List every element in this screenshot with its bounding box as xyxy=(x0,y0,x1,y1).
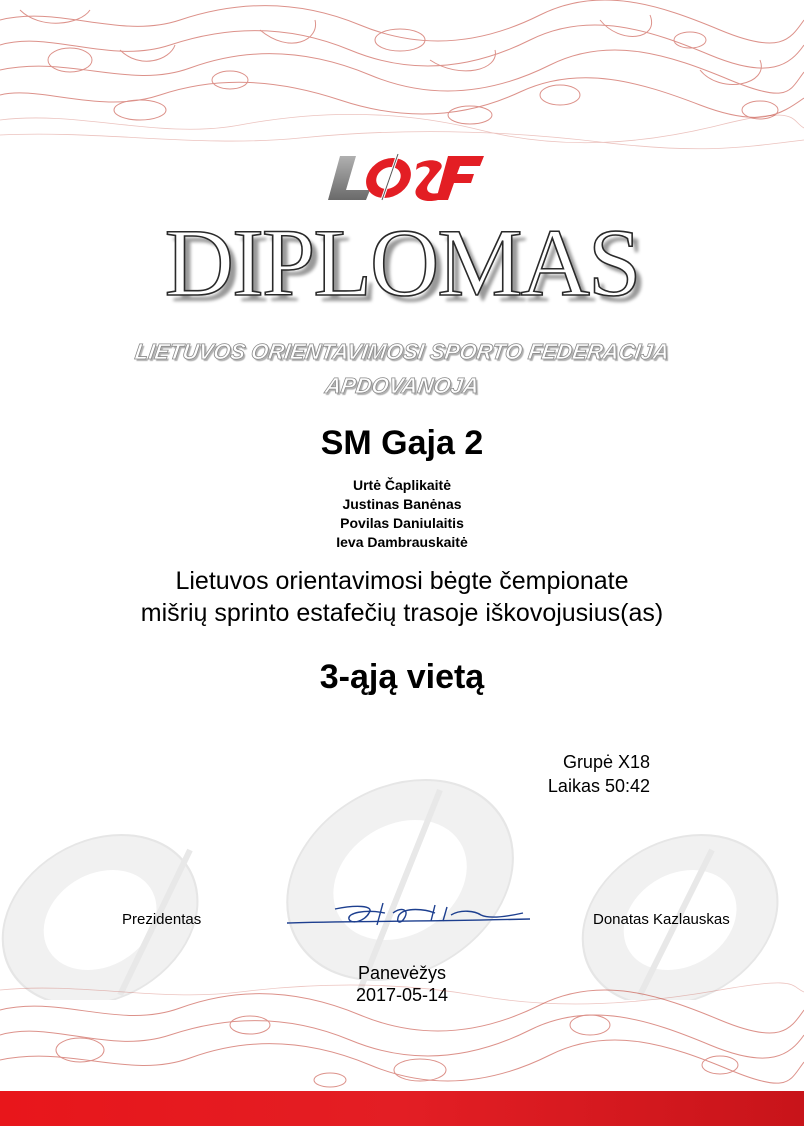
federation-name: LIETUVOS ORIENTAVIMOSI SPORTO FEDERACIJA xyxy=(133,339,671,364)
city: Panevėžys xyxy=(357,963,447,983)
president-label: Prezidentas xyxy=(122,911,202,928)
date: 2017-05-14 xyxy=(355,985,449,1005)
member-name: Urtė Čaplikaitė xyxy=(352,477,452,493)
time-label: Laikas 50:42 xyxy=(547,776,650,796)
signature-image xyxy=(285,895,535,935)
member-name: Justinas Banėnas xyxy=(342,496,462,512)
member-list xyxy=(0,476,804,552)
red-footer-bar xyxy=(0,1091,804,1126)
member-name: Povilas Daniulaitis xyxy=(340,515,464,531)
federation-logo xyxy=(322,152,487,204)
team-name: SM Gaja 2 xyxy=(320,424,484,462)
group-label: Grupė X18 xyxy=(562,752,650,772)
placement: 3-ąją vietą xyxy=(319,658,485,696)
president-name: Donatas Kazlauskas xyxy=(593,911,730,928)
awards-label: APDOVANOJA xyxy=(323,373,481,398)
event-line-1: Lietuvos orientavimosi bėgte čempionate xyxy=(175,567,629,595)
diploma-title: DIPLOMAS xyxy=(164,209,640,316)
bottom-ornament xyxy=(0,980,804,1092)
member-name: Ieva Dambrauskaitė xyxy=(336,534,468,550)
top-ornament xyxy=(0,0,804,150)
event-description xyxy=(0,565,804,629)
event-line-2: mišrių sprinto estafečių trasoje iškovojusius(as) xyxy=(140,599,664,627)
